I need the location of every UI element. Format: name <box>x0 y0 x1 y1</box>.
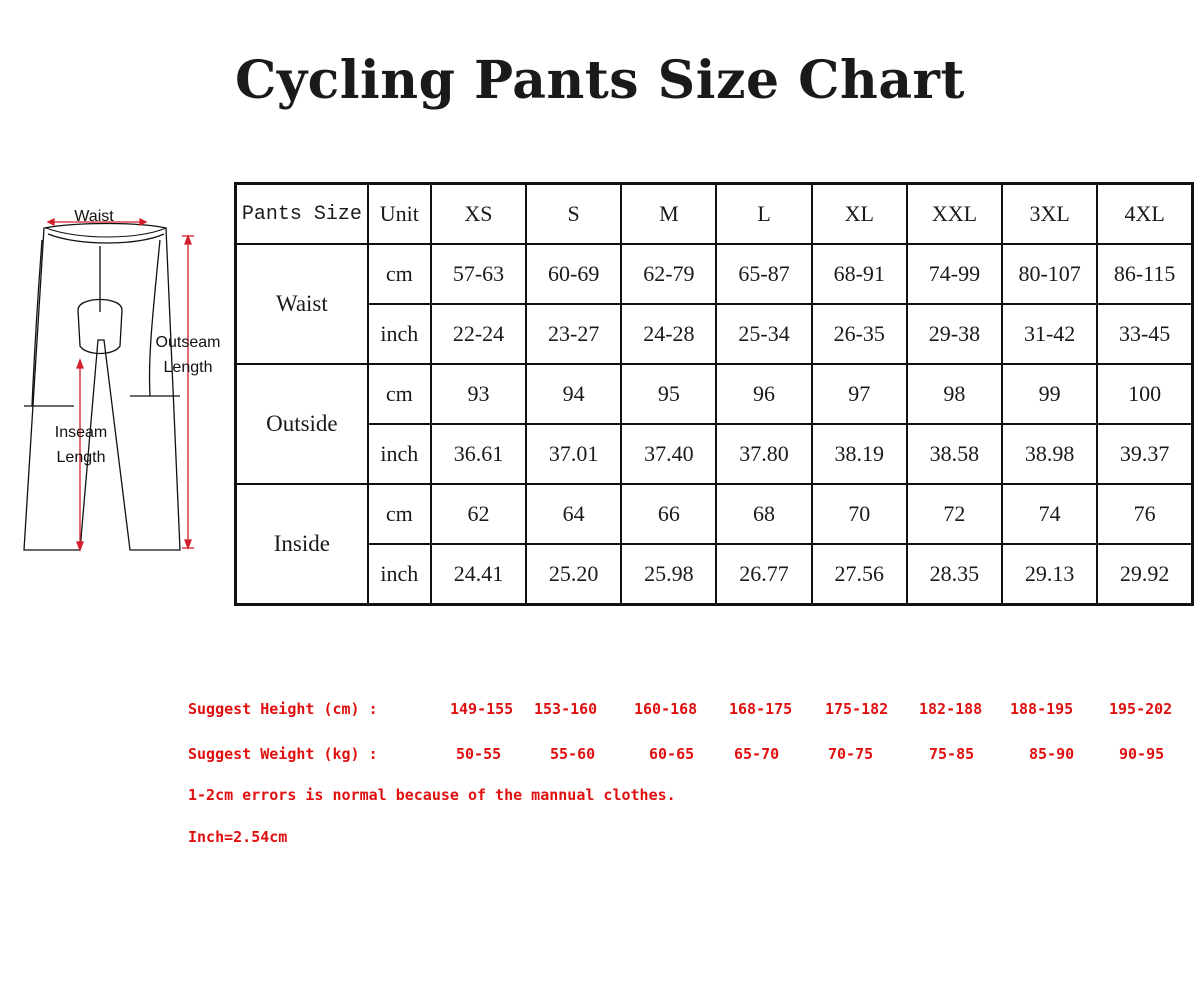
table-cell: 86-115 <box>1097 244 1192 304</box>
suggest-weight-value: 65-70 <box>734 745 780 763</box>
table-cell: 25-34 <box>716 304 811 364</box>
pants-outline-icon <box>18 200 233 560</box>
table-cell: 29.13 <box>1002 544 1097 605</box>
header-size: XL <box>812 184 907 245</box>
table-cell: 74-99 <box>907 244 1002 304</box>
size-table-body <box>236 184 1193 605</box>
table-cell: 72 <box>907 484 1002 544</box>
table-cell: 38.19 <box>812 424 907 484</box>
table-cell: 38.58 <box>907 424 1002 484</box>
table-cell: 74 <box>1002 484 1097 544</box>
suggest-height-value: 168-175 <box>729 700 793 718</box>
measurement-label: Inside <box>236 484 368 605</box>
inseam-label <box>44 420 118 470</box>
inseam-label-line-1: Inseam <box>54 424 108 441</box>
size-table <box>234 182 1194 606</box>
outseam-label <box>146 330 230 380</box>
table-cell: 23-27 <box>526 304 621 364</box>
suggest-weight-value: 75-85 <box>929 745 975 763</box>
table-cell: 62-79 <box>621 244 716 304</box>
header-size: XS <box>431 184 526 245</box>
suggest-height-value: 188-195 <box>1010 700 1074 718</box>
unit-cell: cm <box>368 244 431 304</box>
suggest-weight-value: 50-55 <box>456 745 502 763</box>
table-cell: 26-35 <box>812 304 907 364</box>
suggest-weight-label: Suggest Weight (kg) : <box>188 745 378 763</box>
table-cell: 97 <box>812 364 907 424</box>
unit-cell: cm <box>368 364 431 424</box>
suggest-height-label: Suggest Height (cm) : <box>188 700 378 718</box>
table-cell: 37.40 <box>621 424 716 484</box>
table-cell: 98 <box>907 364 1002 424</box>
table-cell: 38.98 <box>1002 424 1097 484</box>
table-cell: 80-107 <box>1002 244 1097 304</box>
table-cell: 93 <box>431 364 526 424</box>
outseam-label-line-1: Outseam <box>155 334 221 351</box>
suggest-weight-value: 60-65 <box>649 745 695 763</box>
table-cell: 68-91 <box>812 244 907 304</box>
measurement-label: Outside <box>236 364 368 484</box>
table-row <box>236 304 1193 364</box>
table-cell: 70 <box>812 484 907 544</box>
inseam-label-line-2: Length <box>56 449 106 466</box>
suggest-height-value: 160-168 <box>634 700 698 718</box>
table-row <box>236 244 1193 304</box>
table-cell: 99 <box>1002 364 1097 424</box>
table-row <box>236 484 1193 544</box>
header-size: M <box>621 184 716 245</box>
header-size: XXL <box>907 184 1002 245</box>
table-cell: 24.41 <box>431 544 526 605</box>
header-size: L <box>716 184 811 245</box>
table-cell: 37.01 <box>526 424 621 484</box>
table-cell: 25.20 <box>526 544 621 605</box>
table-cell: 29.92 <box>1097 544 1192 605</box>
table-cell: 29-38 <box>907 304 1002 364</box>
suggest-height-value: 175-182 <box>825 700 889 718</box>
table-cell: 96 <box>716 364 811 424</box>
suggest-weight-value: 85-90 <box>1029 745 1075 763</box>
table-cell: 68 <box>716 484 811 544</box>
table-cell: 31-42 <box>1002 304 1097 364</box>
header-size: 4XL <box>1097 184 1192 245</box>
table-header-row <box>236 184 1193 245</box>
header-unit: Unit <box>368 184 431 245</box>
unit-cell: inch <box>368 424 431 484</box>
table-cell: 76 <box>1097 484 1192 544</box>
conversion-note: Inch=2.54cm <box>188 828 288 846</box>
pants-diagram <box>18 200 233 560</box>
header-pants-size: Pants Size <box>236 184 368 245</box>
table-row <box>236 424 1193 484</box>
page-title: Cycling Pants Size Chart <box>235 50 965 111</box>
table-cell: 22-24 <box>431 304 526 364</box>
table-row <box>236 364 1193 424</box>
suggest-weight-value: 55-60 <box>550 745 596 763</box>
table-cell: 26.77 <box>716 544 811 605</box>
header-size: S <box>526 184 621 245</box>
measurement-label: Waist <box>236 244 368 364</box>
table-cell: 25.98 <box>621 544 716 605</box>
suggest-height-value: 195-202 <box>1109 700 1173 718</box>
table-cell: 39.37 <box>1097 424 1192 484</box>
unit-cell: cm <box>368 484 431 544</box>
outseam-label-line-2: Length <box>163 359 213 376</box>
table-cell: 37.80 <box>716 424 811 484</box>
table-cell: 60-69 <box>526 244 621 304</box>
unit-cell: inch <box>368 304 431 364</box>
table-cell: 33-45 <box>1097 304 1192 364</box>
table-cell: 94 <box>526 364 621 424</box>
table-cell: 57-63 <box>431 244 526 304</box>
table-cell: 64 <box>526 484 621 544</box>
table-cell: 66 <box>621 484 716 544</box>
waist-label: Waist <box>74 208 114 225</box>
table-cell: 100 <box>1097 364 1192 424</box>
suggest-height-value: 149-155 <box>450 700 514 718</box>
header-size: 3XL <box>1002 184 1097 245</box>
table-cell: 24-28 <box>621 304 716 364</box>
table-cell: 27.56 <box>812 544 907 605</box>
error-note: 1-2cm errors is normal because of the mannual clothes. <box>188 786 676 804</box>
suggest-height-value: 153-160 <box>534 700 598 718</box>
table-row <box>236 544 1193 605</box>
unit-cell: inch <box>368 544 431 605</box>
table-cell: 36.61 <box>431 424 526 484</box>
table-cell: 62 <box>431 484 526 544</box>
suggest-weight-value: 70-75 <box>828 745 874 763</box>
table-cell: 65-87 <box>716 244 811 304</box>
table-cell: 95 <box>621 364 716 424</box>
table-cell: 28.35 <box>907 544 1002 605</box>
suggest-height-value: 182-188 <box>919 700 983 718</box>
suggest-weight-value: 90-95 <box>1119 745 1165 763</box>
